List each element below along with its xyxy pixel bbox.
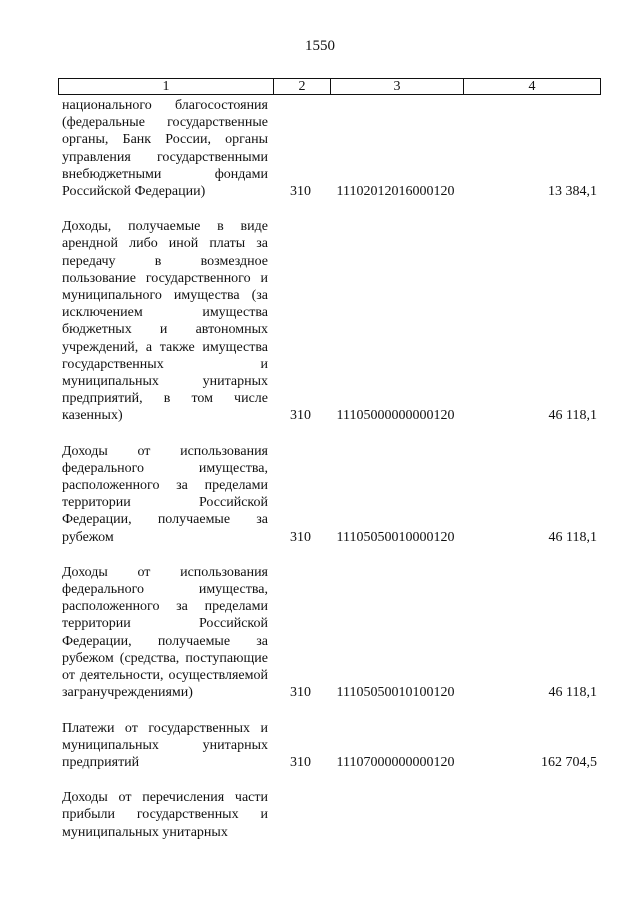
table-row [58, 443, 601, 546]
row-description: Платежи от государственных и муниципальных унитарных предприятий [62, 720, 268, 770]
row-kbk-code: 11105050010100120 [336, 685, 455, 701]
row-admin-code: 310 [290, 754, 311, 770]
row-amount: 162 704,5 [541, 754, 597, 770]
row-amount: 46 118,1 [548, 408, 597, 424]
row-kbk-code: 11102012016000120 [336, 184, 455, 200]
table-row [58, 97, 601, 200]
table-row [58, 720, 601, 772]
table-row [58, 564, 601, 702]
column-header-1: 1 [162, 78, 170, 94]
row-admin-code: 310 [290, 408, 311, 424]
column-header-4: 4 [463, 79, 600, 94]
row-description: Доходы от использования федерального имущества, расположенного за пределами территории Российской Федерации, получаемые за рубежом [62, 443, 268, 545]
table-row [58, 789, 601, 841]
row-kbk-code: 11105050010000120 [336, 529, 455, 545]
row-kbk-code: 11107000000000120 [336, 754, 455, 770]
row-amount: 46 118,1 [548, 529, 597, 545]
row-amount: 13 384,1 [548, 184, 597, 200]
row-admin-code: 310 [290, 685, 311, 701]
table-row [58, 218, 601, 424]
row-kbk-code: 11105000000000120 [336, 408, 455, 424]
row-admin-code: 310 [290, 184, 311, 200]
row-description: Доходы, получаемые в виде арендной либо иной платы за передачу в возмездное пользование государственного и муниципального имущества (за исключением имущества бюджетных и автономных учреждений, а также имущества государственных и муниципальных унитарных предприятий, в том числе казенных) [62, 219, 268, 424]
row-admin-code: 310 [290, 529, 311, 545]
row-description: Доходы от использования федерального имущества, расположенного за пределами территории Российской Федерации, получаемые за рубежом (средства, поступающие от деятельности, осуществляемой загранучреждениями) [62, 564, 268, 701]
row-description: национального благосостояния (федеральные государственные органы, Банк России, органы управления государственными внебюджетными фондами Российской Федерации) [62, 98, 268, 200]
column-header-2: 2 [273, 79, 330, 94]
table-header [58, 78, 601, 95]
page-number: 1550 [305, 38, 335, 54]
table-body [58, 97, 601, 841]
row-amount: 46 118,1 [548, 685, 597, 701]
column-header-3: 3 [330, 79, 463, 94]
row-description: Доходы от перечисления части прибыли государственных и муниципальных унитарных [62, 790, 268, 840]
